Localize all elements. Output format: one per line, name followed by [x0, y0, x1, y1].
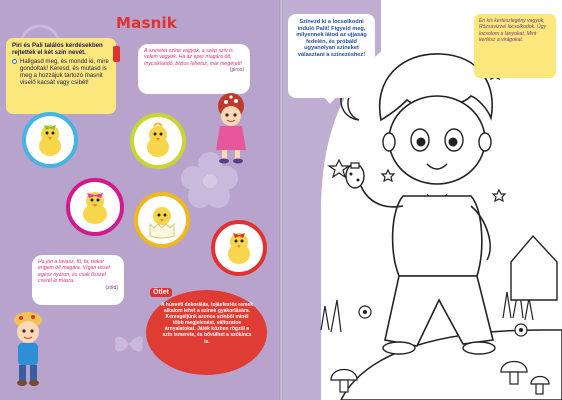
idea-label: Ötlet	[150, 288, 172, 297]
bullet-icon	[12, 59, 17, 64]
coloring-instruction-text: Színezd ki a locsolkodni induló Palit! Figyeld meg, milyennek látod az ujjaság fedelén, és próbáld ugyanolyan színeket választani a színezéshez!	[296, 19, 367, 58]
girl-character-piri	[206, 92, 256, 164]
page-title: Masnik	[116, 14, 177, 32]
riddle-bubble-red	[138, 44, 250, 94]
task-tab	[113, 46, 120, 62]
chick-circle-2[interactable]	[130, 113, 186, 169]
chick-yellow-icon	[134, 117, 182, 165]
background-swirl-icon	[20, 20, 60, 40]
chick-green-bow-icon	[26, 116, 74, 164]
riddle-text-green: Ha jön a tavasz, fű, fa, bokor engem ölt magára. Vígan vésel egész nyáron, és csak ősszel cserél le másra.	[38, 259, 110, 285]
right-page	[281, 0, 562, 400]
instruction-arrow	[324, 97, 336, 104]
chick-circle-4[interactable]	[134, 192, 190, 248]
chick-hatching-icon	[138, 196, 186, 244]
task-box	[6, 38, 116, 114]
idea-box	[146, 290, 267, 375]
book-gutter	[279, 0, 283, 400]
riddle-answer-red: (piros)	[229, 67, 244, 74]
background-butterfly-icon	[112, 330, 146, 358]
boy-character-pali	[6, 310, 50, 390]
task-heading: Piri és Pali találós kérdésekben rejtették el két szín nevét.	[12, 42, 103, 57]
riddle-text-red: A szeretet színe vagyok, a szép szív is velem vagyok. Ha az eper magára ölt, ínycsiklandó, biztos lehetsz, már megérett!	[144, 48, 243, 67]
idea-text: A húsvéti dekorálás, tojásfestés remek alkalom lehet a színek gyakorlására. Keresgéljünk azonos színből minél több megjelenést, változatos árnyalatokat. Játék közben rögzül a szín ismerete, és bővülhet a szókincs is.	[160, 302, 254, 345]
poem-text: Én kis kertészlegény vagyok, Rózsavizzel locsolkodok. Úgy locsolom a lányokat, Mint kertész a virágokat.	[479, 18, 547, 43]
riddle-bubble-green	[32, 255, 124, 305]
riddle-answer-green: (zöld)	[105, 284, 118, 291]
chick-circle-5[interactable]	[211, 220, 267, 276]
poem-box	[474, 14, 556, 78]
duck-pink-bow-icon	[70, 182, 120, 232]
coloring-instruction	[288, 14, 375, 98]
chick-circle-3[interactable]	[66, 178, 124, 236]
chick-circle-1[interactable]	[22, 112, 78, 168]
chick-red-bow-icon	[215, 224, 263, 272]
task-body: Hallgasd meg, és mondd ki, mire gondoltak! Keresd, és mutasd is meg a hozzájuk tartozó masnit viselő kacsát vagy csibét!	[20, 58, 109, 87]
